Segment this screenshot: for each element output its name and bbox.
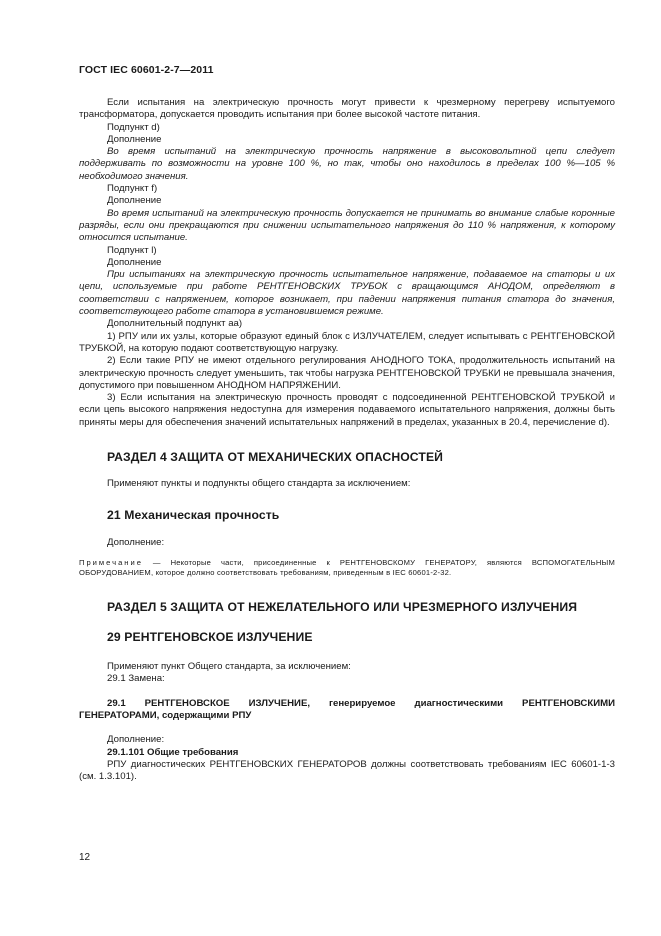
addition-label: Дополнение:	[107, 734, 165, 746]
note-text: Некоторые части, присоединенные к РЕНТГЕНОВСКОМУ ГЕНЕРАТОРУ, являются ВСПОМОГАТЕЛЬНЫМ ОБОРУДОВАНИЕМ, которое должно соответствовать требованиям, приведенным в IEC 60601-2-32.	[79, 557, 615, 577]
standard-header: ГОСТ IEC 60601-2-7—2011	[79, 64, 214, 76]
paragraph-italic: При испытаниях на электрическую прочность испытательное напряжение, подаваемое на статоры и их цепи, используемые при работе РЕНТГЕНОВСКИХ ТРУБОК с вращающимся АНОДОМ, определяют в соответствии с напряжением, которое возникает, при падении напряжения питания статора до значения, соответствующего работе статора в установившемся режиме.	[79, 269, 615, 318]
addition-label: Дополнение	[107, 133, 162, 145]
subclause-label: Дополнительный подпункт аа)	[107, 318, 243, 330]
paragraph: Если испытания на электрическую прочность могут привести к чрезмерному перегреву испытуемого трансформатора, допускается проводить испытания при более высокой частоте питания.	[79, 97, 615, 121]
addition-label: Дополнение	[107, 195, 162, 207]
note-label: Примечание	[79, 557, 143, 567]
subclause-label: Подпункт d)	[107, 121, 160, 133]
section-heading: РАЗДЕЛ 4 ЗАЩИТА ОТ МЕХАНИЧЕСКИХ ОПАСНОСТЕЙ	[107, 450, 444, 465]
paragraph-italic: Во время испытаний на электрическую прочность напряжение в высоковольтной цепи следует поддерживать по возможности на уровне 100 %, но так, чтобы оно находилось в пределах 100 %—105 % необходимого значения.	[79, 146, 615, 182]
paragraph: Применяют пункт Общего стандарта, за исключением:	[107, 661, 351, 673]
note-dash: —	[142, 557, 171, 567]
subclause-label: Подпункт f)	[107, 183, 158, 195]
page-content	[79, 97, 615, 783]
list-item: 3) Если испытания на электрическую прочность проводят с подсоединенной РЕНТГЕНОВСКОЙ ТРУБКОЙ и если цепь высокого напряжения недоступна для измерения подаваемого испытательного напряжения, должны быть приняты меры для обеспечения значений испытательных напряжений в пределах, указанных в 20.4, перечисление d).	[79, 392, 615, 428]
list-item: 1) РПУ или их узлы, которые образуют единый блок с ИЗЛУЧАТЕЛЕМ, следует испытывать с РЕНТГЕНОВСКОЙ ТРУБКОЙ, на которую подают соответствующую нагрузку.	[79, 330, 615, 354]
paragraph: РПУ диагностических РЕНТГЕНОВСКИХ ГЕНЕРАТОРОВ должны соответствовать требованиям IEC 60601-1-3 (см. 1.3.101).	[79, 758, 615, 783]
paragraph: Применяют пункты и подпункты общего стандарта за исключением:	[107, 478, 411, 490]
subclause-heading: 29.1.101 Общие требования	[107, 746, 239, 758]
page-number: 12	[79, 852, 91, 863]
note	[79, 558, 615, 578]
clause-heading: 21 Механическая прочность	[107, 508, 280, 523]
subclause-label: Подпункт l)	[107, 244, 157, 256]
clause-heading: 29 РЕНТГЕНОВСКОЕ ИЗЛУЧЕНИЕ	[107, 630, 313, 645]
list-item: 2) Если такие РПУ не имеют отдельного регулирования АНОДНОГО ТОКА, продолжительность испытаний на электрическую прочность следует уменьшить, так чтобы нагрузка РЕНТГЕНОВСКОЙ ТРУБКИ не превышала значения, допустимого при повышенном АНОДНОМ НАПРЯЖЕНИИ.	[79, 355, 615, 391]
subclause-heading: 29.1 РЕНТГЕНОВСКОЕ ИЗЛУЧЕНИЕ, генерируемое диагностическими РЕНТГЕНОВСКИМИ ГЕНЕРАТОРАМИ, содержащими РПУ	[79, 697, 615, 721]
paragraph-italic: Во время испытаний на электрическую прочность допускается не принимать во внимание слабые коронные разряды, если они прекращаются при снижении испытательного напряжения до 110 % напряжения, к которому относится испытание.	[79, 207, 615, 244]
addition-label: Дополнение	[107, 256, 162, 268]
paragraph: Дополнение:	[107, 537, 165, 549]
section-heading: РАЗДЕЛ 5 ЗАЩИТА ОТ НЕЖЕЛАТЕЛЬНОГО ИЛИ ЧРЕЗМЕРНОГО ИЗЛУЧЕНИЯ	[107, 600, 578, 615]
subclause-label: 29.1 Замена:	[107, 673, 165, 685]
